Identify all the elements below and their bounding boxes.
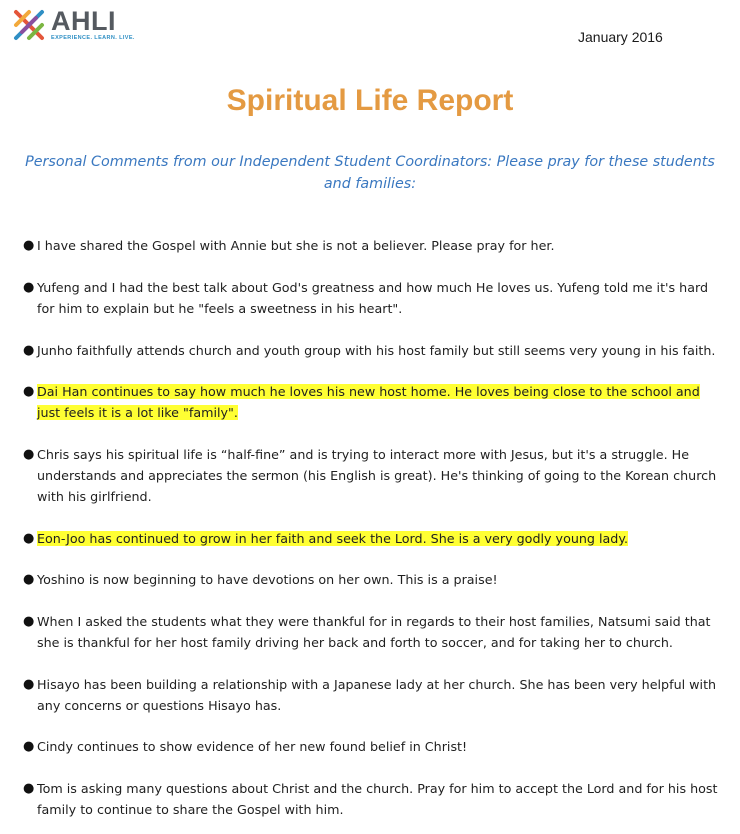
list-item: [23, 277, 723, 319]
page-title: Spiritual Life Report: [226, 84, 514, 117]
bullet-icon: ●: [23, 614, 35, 629]
logo-name: AHLI: [51, 6, 116, 36]
report-date: January 2016: [578, 29, 663, 45]
list-item-text: Yufeng and I had the best talk about God's greatness and how much He loves us. Yufeng told me it's hard for him to explain but he "feels a sweetness in his heart".: [37, 280, 709, 316]
list-item: [23, 444, 723, 507]
list-item: [23, 569, 723, 590]
bullet-icon: ●: [23, 781, 35, 796]
bullet-icon: ●: [23, 280, 35, 295]
bullet-icon: ●: [23, 238, 35, 253]
list-item: [23, 235, 723, 256]
list-item: [23, 611, 723, 653]
list-item-text: Tom is asking many questions about Christ and the church. Pray for him to accept the Lord and for his host family to continue to share the Gospel with him.: [37, 781, 718, 817]
list-item-text: Junho faithfully attends church and youth group with his host family but still seems very young in his faith.: [37, 343, 716, 358]
list-item-text: Yoshino is now beginning to have devotions on her own. This is a praise!: [37, 572, 498, 587]
bullet-icon: ●: [23, 447, 35, 462]
bullet-icon: ●: [23, 343, 35, 358]
bullet-icon: ●: [23, 739, 35, 754]
list-item-text: I have shared the Gospel with Annie but she is not a believer. Please pray for her.: [37, 238, 555, 253]
list-item: [23, 528, 723, 549]
bullet-icon: ●: [23, 572, 35, 587]
list-item: [23, 381, 723, 423]
list-item-text: When I asked the students what they were thankful for in regards to their host families, Natsumi said that she is thankful for her host family driving her back and forth to soccer, and for taking her to church.: [37, 614, 711, 650]
bullet-icon: ●: [23, 531, 35, 546]
logo-tagline: EXPERIENCE. LEARN. LIVE.: [51, 35, 135, 41]
list-item-text: Chris says his spiritual life is “half-fine” and is trying to interact more with Jesus, but it's a struggle. He understands and appreciates the sermon (his English is great). He's thinking of going to the Korean church with his girlfriend.: [37, 447, 717, 504]
list-item-text: Eon-Joo has continued to grow in her faith and seek the Lord. She is a very godly young lady.: [37, 531, 629, 546]
bullet-icon: ●: [23, 677, 35, 692]
list-item-text: Cindy continues to show evidence of her new found belief in Christ!: [37, 739, 468, 754]
list-item: [23, 778, 723, 820]
list-item: [23, 736, 723, 757]
list-item-text: Hisayo has been building a relationship with a Japanese lady at her church. She has been very helpful with any concerns or questions Hisayo has.: [37, 677, 717, 713]
list-item-text: Dai Han continues to say how much he loves his new host home. He loves being close to the school and just feels it is a lot like "family".: [37, 384, 700, 420]
subtitle: Personal Comments from our Independent Student Coordinators: Please pray for these students and families:: [25, 154, 715, 192]
bullet-icon: ●: [23, 384, 35, 399]
list-item: [23, 340, 723, 361]
list-item: [23, 674, 723, 716]
